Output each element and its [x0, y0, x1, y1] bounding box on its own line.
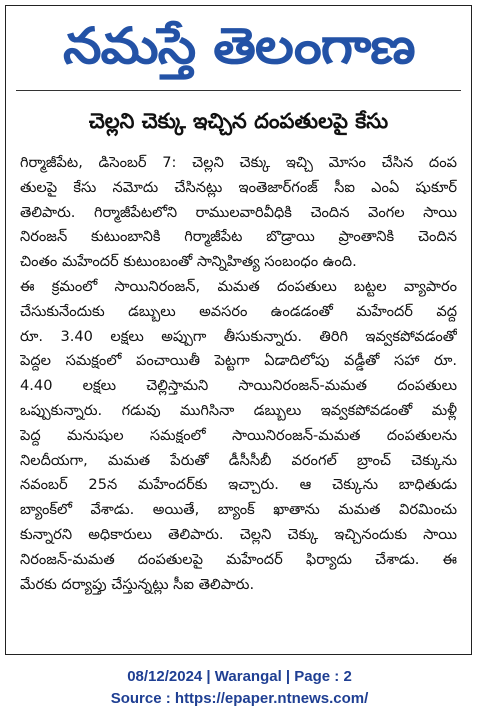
newspaper-masthead [6, 12, 471, 80]
article-line: చేసుకునేందుకు డబ్బులు అవసరం ఉండడంతో మహేందర్ వద్ద [20, 302, 457, 320]
article-line: నవంబర్ 25న మహేందర్‌కు ఇచ్చారు. ఆ చెక్కును బాధితుడు [20, 476, 457, 494]
article-line: నిలదీయగా, మమత పేరుతో డీసీసీబీ వరంగల్ బ్రాంచ్ చెక్కును [20, 451, 457, 469]
article-line: కున్నారని అధికారులు తెలిపారు. చెల్లని చెక్కు ఇచ్చినందుకు సాయి [20, 525, 457, 543]
article-line: నిరంజన్-మమత దంపతులపై మహేందర్ ఫిర్యాదు చేశాడు. ఈ [20, 550, 457, 568]
footer-source: Source : https://epaper.ntnews.com/ [110, 690, 369, 707]
article-line: తెలిపారు. గిర్మాజీపేటలోని రాములవారివీధికి చెందిన వెంగల సాయి [20, 203, 457, 221]
article-line: ఈ క్రమంలో సాయినిరంజన్, మమత దంపతులు బట్టల వ్యాపారం [20, 277, 457, 295]
article-line: బ్యాంక్‌లో వేశాడు. అయితే, బ్యాంక్ ఖాతాను మమత విరమించు [20, 501, 457, 519]
article-line: 4.40 లక్షలు చెల్లిస్తామని సాయినిరంజన్-మమత దంపతులు [20, 377, 457, 395]
article-line: మేరకు దర్యాప్తు చేస్తున్నట్లు సీఐ తెలిపారు. [20, 575, 255, 593]
article-line: తులపై కేసు నమోదు చేసినట్లు ఇంతెజార్‌గంజ్ సీఐ ఎంఏ షుకూర్ [20, 178, 457, 196]
clipping-frame [5, 5, 472, 655]
article-headline: చెల్లని చెక్కు ఇచ్చిన దంపతులపై కేసు [88, 109, 389, 133]
article-body [20, 151, 457, 597]
article-line: నిరంజన్ కుటుంబానికి గిర్మాజీపేట బొడ్రాయి ప్రాంతానికి చెందిన [20, 228, 457, 246]
article-line: ఒప్పుకున్నారు. గడువు ముగిసినా డబ్బులు ఇవ్వకపోవడంతో మళ్లీ [20, 401, 457, 419]
masthead-title: నమస్తే తెలంగాణ [62, 16, 415, 75]
article-line: పెద్ద మనుషుల సమక్షంలో సాయినిరంజన్-మమత దంపతులను [20, 426, 457, 444]
article-line: గిర్మాజీపేట, డిసెంబర్ 7: చెల్లని చెక్కు ఇచ్చి మోసం చేసిన దంప [20, 154, 457, 171]
article-line: పెద్దల సమక్షంలో పంచాయితీ పెట్టగా ఏడాదిలోపు వడ్డీతో సహా రూ. [20, 352, 457, 370]
masthead-divider [16, 90, 461, 91]
article-line: రూ. 3.40 లక్షలు అప్పుగా తీసుకున్నారు. తిరిగి ఇవ్వకపోవడంతో [20, 327, 457, 345]
article-line: చింతం మహేందర్ కుటుంబంతో సాన్నిహిత్య సంబంధం ఉంది. [20, 253, 357, 271]
footer-dateline: 08/12/2024 | Warangal | Page : 2 [127, 668, 352, 685]
